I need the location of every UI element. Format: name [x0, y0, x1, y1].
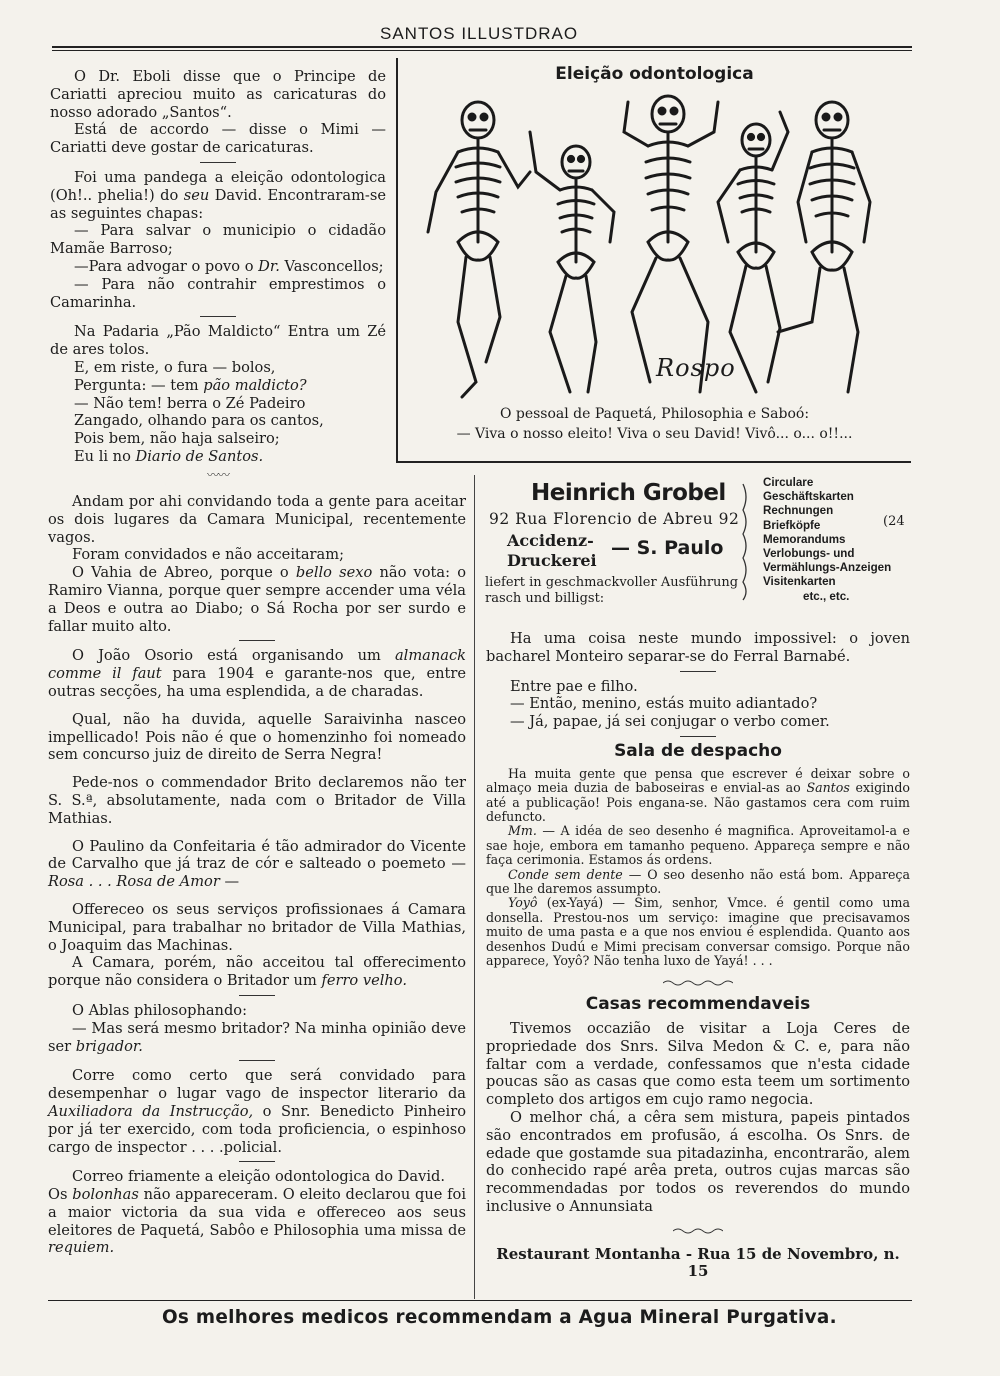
paragraph: Tivemos occazião de visitar a Loja Ceres de propriedade dos Snrs. Silva Medon & C. e, para não faltar com a verdade, confessamos que n'esta cidade poucas são as casas que como esta teem um sortimento completo dos artigos em cujo ramo negocia.	[486, 1020, 910, 1109]
paragraph: O Dr. Eboli disse que o Principe de Cariatti apreciou muito as caricaturas do nosso adorado „Santos“.	[50, 68, 386, 121]
verse-line: Zangado, olhando para os cantos,	[74, 412, 324, 430]
skeleton-figure	[624, 96, 718, 392]
section-heading-sala: Sala de despacho	[614, 740, 782, 761]
ad-product: Verlobungs- und	[763, 547, 855, 561]
skeleton-illustration	[418, 92, 888, 422]
left-bottom-column	[48, 493, 466, 1257]
verse-line: Eu li no Diario de Santos.	[74, 447, 264, 465]
paragraph: Está de accordo — disse o Mimi — Cariatti deve gostar de caricaturas.	[50, 121, 386, 157]
paragraph: Ha muita gente que pensa que escrever é deixar sobre o almaço meia duzia de baboseiras e envial-as ao Santos exigindo até a publicação! Pois engana-se. Não gastamos cera com ruim defuncto.	[486, 765, 910, 824]
skeleton-figure	[718, 112, 788, 392]
footer-advertisement: Os melhores medicos recommendam a Agua Mineral Purgativa.	[162, 1307, 837, 1328]
paragraph: —Para advogar o povo o Dr. Vasconcellos;	[74, 257, 384, 275]
cartoon-caption: — Viva o nosso eleito! Viva o seu David! Vivô... o... o!!...	[456, 426, 853, 442]
skeleton-figure	[530, 132, 614, 392]
cartoon-box	[396, 58, 911, 463]
section-heading-casas: Casas recommendaveis	[585, 994, 811, 1015]
paragraph: — Para salvar o municipio o cidadão Mamãe Barroso;	[50, 222, 386, 258]
paragraph: O João Osorio está organisando um almanack comme il faut para 1904 e garante-nos que, entre outras secções, ha uma esplendida, a de charadas.	[48, 647, 467, 700]
paragraph: O Ablas philosophando:	[72, 1001, 248, 1019]
paragraph: Foi uma pandega a eleição odontologica (Oh!.. phelia!) do seu David. Encontraram-se as seguintes chapas:	[50, 168, 386, 222]
ad-address: 92 Rua Florencio de Abreu 92	[489, 510, 740, 528]
paragraph: — Mas será mesmo britador? Na minha opinião deve ser brigador.	[48, 1019, 466, 1055]
ad-slogan: rasch und billigst:	[485, 591, 605, 606]
ad-product: Geschäftskarten	[763, 490, 854, 504]
verse-line: — Não tem! berra o Zé Padeiro	[74, 394, 306, 412]
paragraph: Ha uma coisa neste mundo impossivel: o joven bacharel Monteiro separar-se do Ferral Barnabé.	[486, 630, 910, 665]
right-column	[486, 630, 910, 1281]
restaurant-notice: Restaurant Montanha - Rua 15 de Novembro, n. 15	[496, 1244, 900, 1281]
sala-de-despacho-section	[486, 767, 910, 969]
masthead: SANTOS ILLUSTDRAO	[380, 24, 579, 43]
paragraph: Mm. — A idéa de seo desenho é magnifica. Aproveitamol-a e sae hoje, embora em tamanho pequeno. Appareça sempre e não faça cerimonia. Estamos ás ordens.	[486, 823, 910, 868]
brace-icon	[739, 482, 753, 602]
paragraph: — Já, papae, já sei conjugar o verbo comer.	[510, 713, 830, 731]
paragraph: Offereceo os seus serviços profissionaes á Camara Municipal, para trabalhar no britador de Villa Mathias, o Joaquim das Machinas.	[48, 900, 466, 954]
ad-product: Briefköpfe	[763, 518, 821, 532]
skeleton-figure	[428, 102, 530, 397]
separator	[239, 995, 275, 996]
verse-line: Na Padaria „Pão Maldicto“ Entra um Zé de ares tolos.	[50, 323, 386, 359]
paragraph: — Para não contrahir emprestimos o Camarinha.	[50, 275, 386, 311]
masthead-rule-thin	[52, 50, 912, 51]
paragraph: O Vahia de Abreo, porque o bello sexo não vota: o Ramiro Vianna, porque quer sempre accender uma véla a Deos e outra ao Diabo; o Sá Rocha por ser surdo e fallar muito alto.	[48, 564, 467, 635]
paragraph: Foram convidados e não acceitaram;	[72, 546, 344, 564]
paragraph: — Então, menino, estás muito adiantado?	[510, 695, 818, 713]
left-top-column	[50, 68, 386, 484]
wavy-separator	[488, 607, 908, 615]
paragraph: Conde sem dente — O seo desenho não está bom. Appareça que lhe daremos assumpto.	[486, 866, 910, 897]
paragraph: O Paulino da Confeitaria é tão admirador do Vicente de Carvalho que já traz de cór e salteado o poemeto — Rosa . . . Rosa de Amor —	[48, 837, 466, 891]
paragraph: Yoyô (ex-Yayá) — Sim, senhor, Vmce. é gentil como uma donsella. Prestou-nos um serviço: imagine que precisavamos muito de uma pasta e a que nos enviou é esplendida. Quanto aos desenhos Dudú e Mimi precisam conversar comsigo. Porque não apparece, Yoyô? Não tenha luxo de Yayá! . . .	[486, 895, 910, 969]
separator	[680, 671, 716, 672]
separator	[680, 736, 716, 737]
ad-product: Visitenkarten	[763, 575, 836, 589]
skeleton-figure	[778, 102, 870, 392]
ad-product: Vermählungs-Anzeigen	[763, 561, 892, 575]
footer-rule	[48, 1300, 912, 1301]
ad-product: Circulare	[763, 476, 814, 489]
paragraph: O melhor chá, a cêra sem mistura, papeis pintados são encontrados em profusão, á escolha. Os Snrs. de edade que gostamde sua pitadazinha, encontrarão, alem do conhecido rapé arêa preta, outros cujas marcas são recommendadas por todos os reverendos do mundo inclusive o Annunsiata	[486, 1109, 910, 1216]
wavy-separator	[486, 1222, 910, 1240]
paragraph: Pede-nos o commendador Brito declaremos não ter S. S.ª, absolutamente, nada com o Britador de Villa Mathias.	[48, 774, 466, 827]
paragraph: Qual, não ha duvida, aquelle Saraivinha nasceo impellicado! Pois não é que o homenzinho foi nomeado sem concurso juiz de direito de Serra Negra!	[48, 710, 466, 764]
verse-line: Pergunta: — tem pão maldicto?	[74, 376, 307, 394]
printer-advertisement	[481, 472, 911, 607]
verse-line: E, em riste, o fura — bolos,	[74, 358, 276, 376]
masthead-rule	[52, 46, 912, 48]
separator	[200, 162, 236, 163]
paragraph: Entre pae e filho.	[510, 677, 638, 695]
paragraph: Corre como certo que será convidado para desempenhar o lugar vago de inspector literario da Auxiliadora da Instrucção, o Snr. Benedicto Pinheiro por já ter exercido, com toda proficiencia, o espinhoso cargo de inspector . . . .policial.	[48, 1067, 466, 1156]
cartoon-title: Eleição odontologica	[555, 64, 754, 84]
separator	[200, 316, 236, 317]
ad-slogan: liefert in geschmackvoller Ausführung	[485, 575, 739, 590]
verse-line: Pois bem, não haja salseiro;	[74, 430, 280, 448]
paragraph: Andam por ahi convidando toda a gente para aceitar os dois lugares da Camara Municipal, recentemente vagos.	[48, 493, 466, 546]
ad-product: Rechnungen	[763, 504, 834, 518]
ad-company-name: Heinrich Grobel	[531, 480, 726, 506]
ad-product-list	[763, 476, 891, 604]
wavy-separator	[486, 974, 910, 992]
paragraph: Correo friamente a eleição odontologica do David.	[72, 1168, 445, 1186]
paragraph: Os bolonhas não appareceram. O eleito declarou que foi a maior victoria da sua vida e offereceo aos seus eleitores de Paquetá, Sabôo e Philosophia uma missa de requiem.	[48, 1186, 467, 1257]
ad-product: Memorandums	[763, 532, 846, 546]
ad-product: etc., etc.	[803, 589, 850, 603]
ad-line: Accidenz-	[507, 531, 594, 550]
separator	[239, 1161, 275, 1162]
separator	[239, 640, 275, 641]
ad-number: (24	[883, 514, 905, 529]
wavy-separator: 〰〰	[206, 467, 229, 482]
ad-line: Druckerei	[507, 551, 597, 570]
paragraph: A Camara, porém, não acceitou tal offerecimento porque não considera o Britador um ferro velho.	[48, 954, 466, 990]
separator	[239, 1060, 275, 1061]
column-divider	[474, 475, 475, 1299]
artist-signature: Rospo	[656, 354, 736, 382]
ad-city: — S. Paulo	[611, 537, 724, 559]
cartoon-caption: O pessoal de Paquetá, Philosophia e Saboó:	[499, 406, 810, 422]
